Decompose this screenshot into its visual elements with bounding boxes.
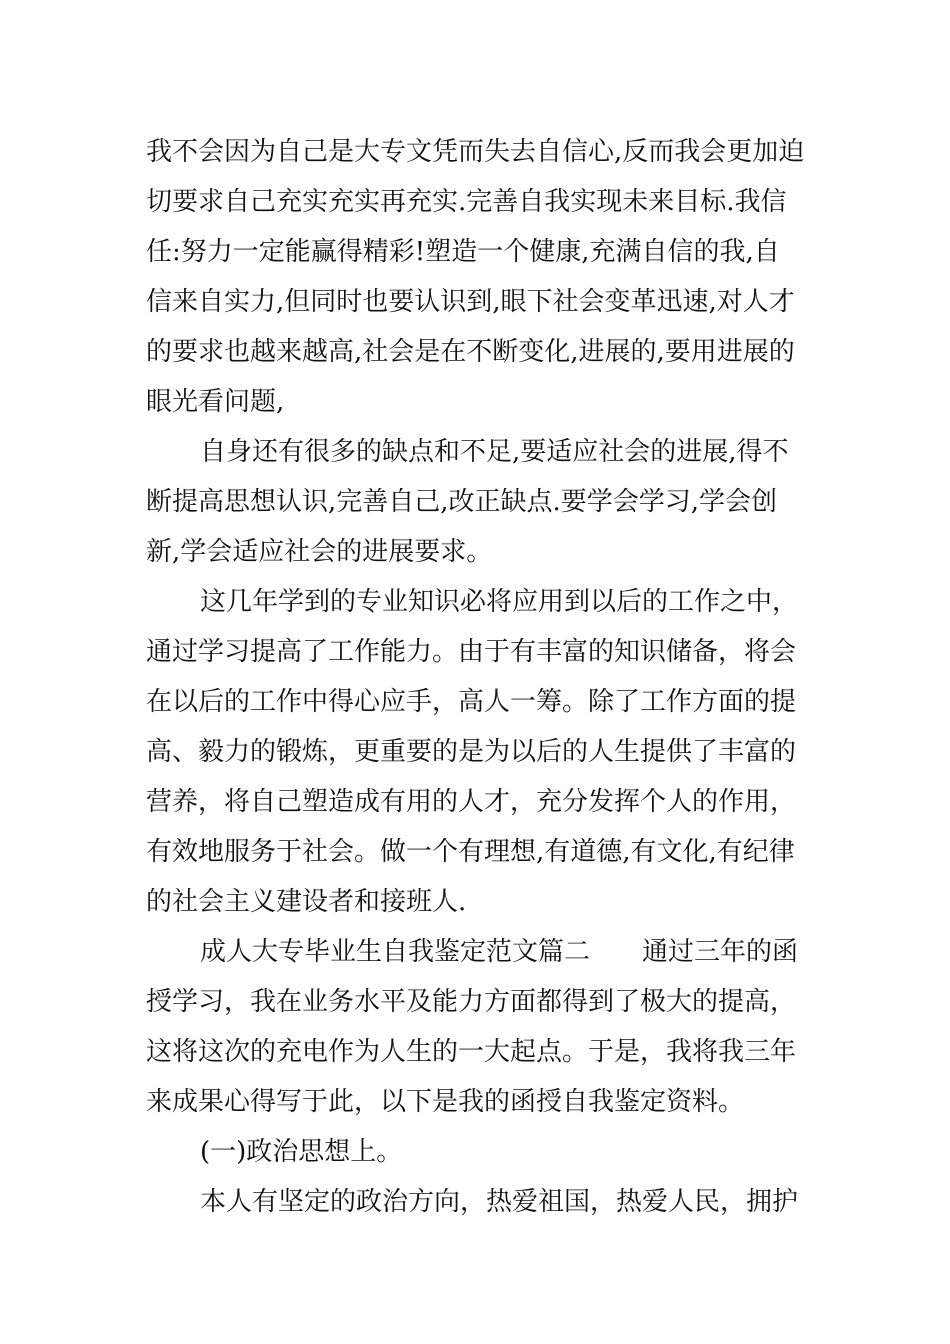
paragraph-line: 的要求也越来越高,社会是在不断变化,进展的,要用进展的	[146, 337, 795, 367]
paragraph-4	[146, 927, 810, 1127]
paragraph-line: 我不会因为自己是大专文凭而失去自信心,反而我会更加迫	[146, 137, 805, 167]
paragraph-line: 任:努力一定能赢得精彩!塑造一个健康,充满自信的我,自	[146, 237, 780, 267]
paragraph-line: 成人大专毕业生自我鉴定范文篇二 通过三年的函	[200, 937, 799, 967]
paragraph-line: 这几年学到的专业知识必将应用到以后的工作之中，	[200, 587, 799, 617]
paragraph-line: 通过学习提高了工作能力。由于有丰富的知识储备，将会	[146, 637, 797, 667]
paragraph-2	[146, 427, 810, 577]
document-body	[146, 127, 810, 1227]
paragraph-line: 来成果心得写于此，以下是我的函授自我鉴定资料。	[146, 1087, 745, 1117]
paragraph-line: 的社会主义建设者和接班人.	[146, 887, 467, 917]
paragraph-line: 自身还有很多的缺点和不足,要适应社会的进展,得不	[200, 437, 789, 467]
paragraph-line: 本人有坚定的政治方向，热爱祖国，热爱人民，拥护	[200, 1187, 799, 1217]
paragraph-line: 切要求自己充实充实再充实.完善自我实现未来目标.我信	[146, 187, 787, 217]
paragraph-1	[146, 127, 810, 427]
paragraph-line: 信来自实力,但同时也要认识到,眼下社会变革迅速,对人才	[146, 287, 795, 317]
paragraph-line: 在以后的工作中得心应手，高人一筹。除了工作方面的提	[146, 687, 797, 717]
section-heading	[146, 1127, 810, 1177]
paragraph-line: 这将这次的充电作为人生的一大起点。于是，我将我三年	[146, 1037, 797, 1067]
paragraph-line: 新,学会适应社会的进展要求。	[146, 537, 493, 567]
paragraph-line: 营养，将自己塑造成有用的人才，充分发挥个人的作用，	[146, 787, 797, 817]
paragraph-6	[146, 1177, 810, 1227]
paragraph-line: 眼光看问题,	[146, 387, 285, 417]
paragraph-line: 授学习，我在业务水平及能力方面都得到了极大的提高，	[146, 987, 797, 1017]
paragraph-3	[146, 577, 810, 927]
paragraph-line: 有效地服务于社会。做一个有理想,有道德,有文化,有纪律	[146, 837, 795, 867]
paragraph-line: (一)政治思想上。	[200, 1137, 403, 1167]
paragraph-line: 断提高思想认识,完善自己,改正缺点.要学会学习,学会创	[146, 487, 778, 517]
paragraph-line: 高、毅力的锻炼，更重要的是为以后的人生提供了丰富的	[146, 737, 797, 767]
